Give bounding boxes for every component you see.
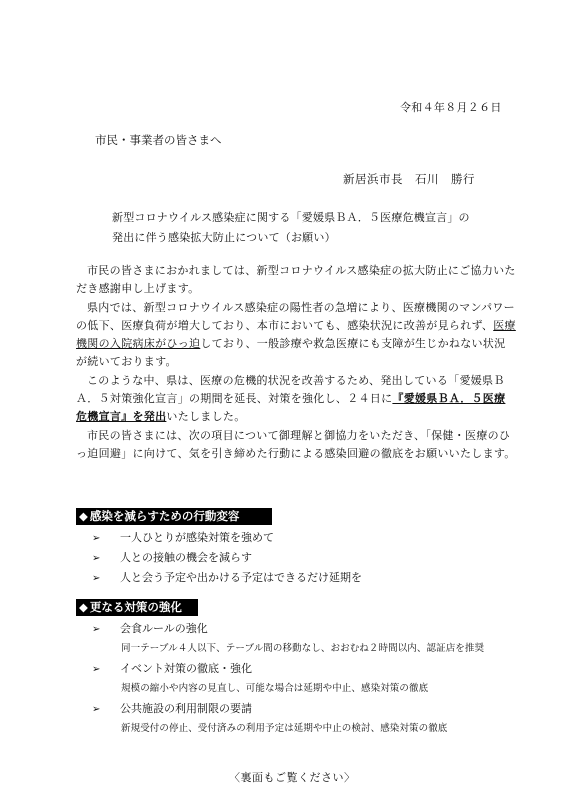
list-item-label: 人との接触の機会を減らす — [120, 551, 252, 564]
paragraph-2 — [76, 299, 516, 372]
paragraph-3 — [76, 372, 516, 427]
list-item-label: 公共施設の利用制限の要請 — [120, 702, 252, 715]
sender: 新居浜市長 石川 勝行 — [343, 172, 475, 186]
list-item — [92, 700, 252, 716]
document-date: 令和４年８月２６日 — [400, 101, 502, 114]
footer-note: 〈裏面もご覧ください〉 — [229, 771, 356, 784]
paragraph-3-part-a: このような中、県は、医療の危機的状況を改善するため、発出している「愛媛県ＢＡ．５対策強化宣言」の期間を延長、対策を強化し、２４日に — [76, 373, 505, 406]
arrow-bullet-icon: ➢ — [92, 573, 101, 584]
section-heading-label: 感染を減らすための行動変容 — [89, 509, 240, 523]
list-item-label: 一人ひとりが感染対策を強めて — [120, 531, 274, 544]
paragraph-2-part-a: 県内では、新型コロナウイルス感染症の陽性者の急増により、医療機関のマンパワーの低下、医療負荷が増大しており、本市においても、感染状況に改善が見られず、 — [76, 300, 515, 332]
paragraph-3-part-b: いたしました。 — [166, 410, 246, 424]
section-heading-further-measures — [76, 599, 198, 616]
paragraph-2-part-b: しており、一般診療や救急医療にも支障が生じかねない状況が続いております。 — [76, 337, 506, 369]
list-item-note: 同一テーブル４人以下、テーブル間の移動なし、おおむね２時間以内、認証店を推奨 — [121, 643, 485, 654]
paragraph-3-emphasis: 『愛媛県ＢＡ．５医療危機宣言』を発出 — [76, 392, 506, 424]
list-item — [92, 620, 208, 636]
list-item-label: 会食ルールの強化 — [120, 622, 208, 635]
arrow-bullet-icon: ➢ — [92, 704, 101, 715]
list-item — [92, 569, 362, 585]
list-item — [92, 529, 274, 545]
list-item-label: 人と会う予定や出かける予定はできるだけ延期を — [120, 571, 362, 584]
document-body — [76, 262, 516, 463]
paragraph-4: 市民の皆さまには、次の項目について御理解と御協力をいただき、「保健・医療のひっ迫回避」に向けて、気を引き締めた行動による感染回避の徹底をお願いいたします。 — [76, 428, 516, 460]
list-item-label: イベント対策の徹底・強化 — [120, 662, 252, 675]
list-item — [92, 549, 252, 565]
section-heading-label: 更なる対策の強化 — [89, 600, 182, 614]
arrow-bullet-icon: ➢ — [92, 553, 101, 564]
diamond-icon: ◆ — [79, 600, 88, 614]
document-title-line1: 新型コロナウイルス感染症に関する「愛媛県ＢＡ．５医療危機宣言」の — [112, 211, 470, 224]
diamond-icon: ◆ — [79, 509, 88, 523]
arrow-bullet-icon: ➢ — [92, 533, 101, 544]
paragraph-2-underlined: 医療機関の入院病床がひっ迫 — [76, 318, 516, 351]
list-item — [92, 660, 252, 676]
arrow-bullet-icon: ➢ — [92, 624, 101, 635]
list-item-note: 新規受付の停止、受付済みの利用予定は延期や中止の検討、感染対策の徹底 — [121, 723, 448, 734]
arrow-bullet-icon: ➢ — [92, 664, 101, 675]
list-item-note: 規模の縮小や内容の見直し、可能な場合は延期や中止、感染対策の徹底 — [121, 683, 429, 694]
document-title-line2: 発出に伴う感染拡大防止について（お願い） — [112, 231, 336, 244]
paragraph-1: 市民の皆さまにおかれましては、新型コロナウイルス感染症の拡大防止にご協力いただき感謝申し上げます。 — [76, 264, 516, 296]
addressee: 市民・事業者の皆さまへ — [95, 133, 222, 147]
section-heading-behavior-change — [76, 508, 272, 525]
